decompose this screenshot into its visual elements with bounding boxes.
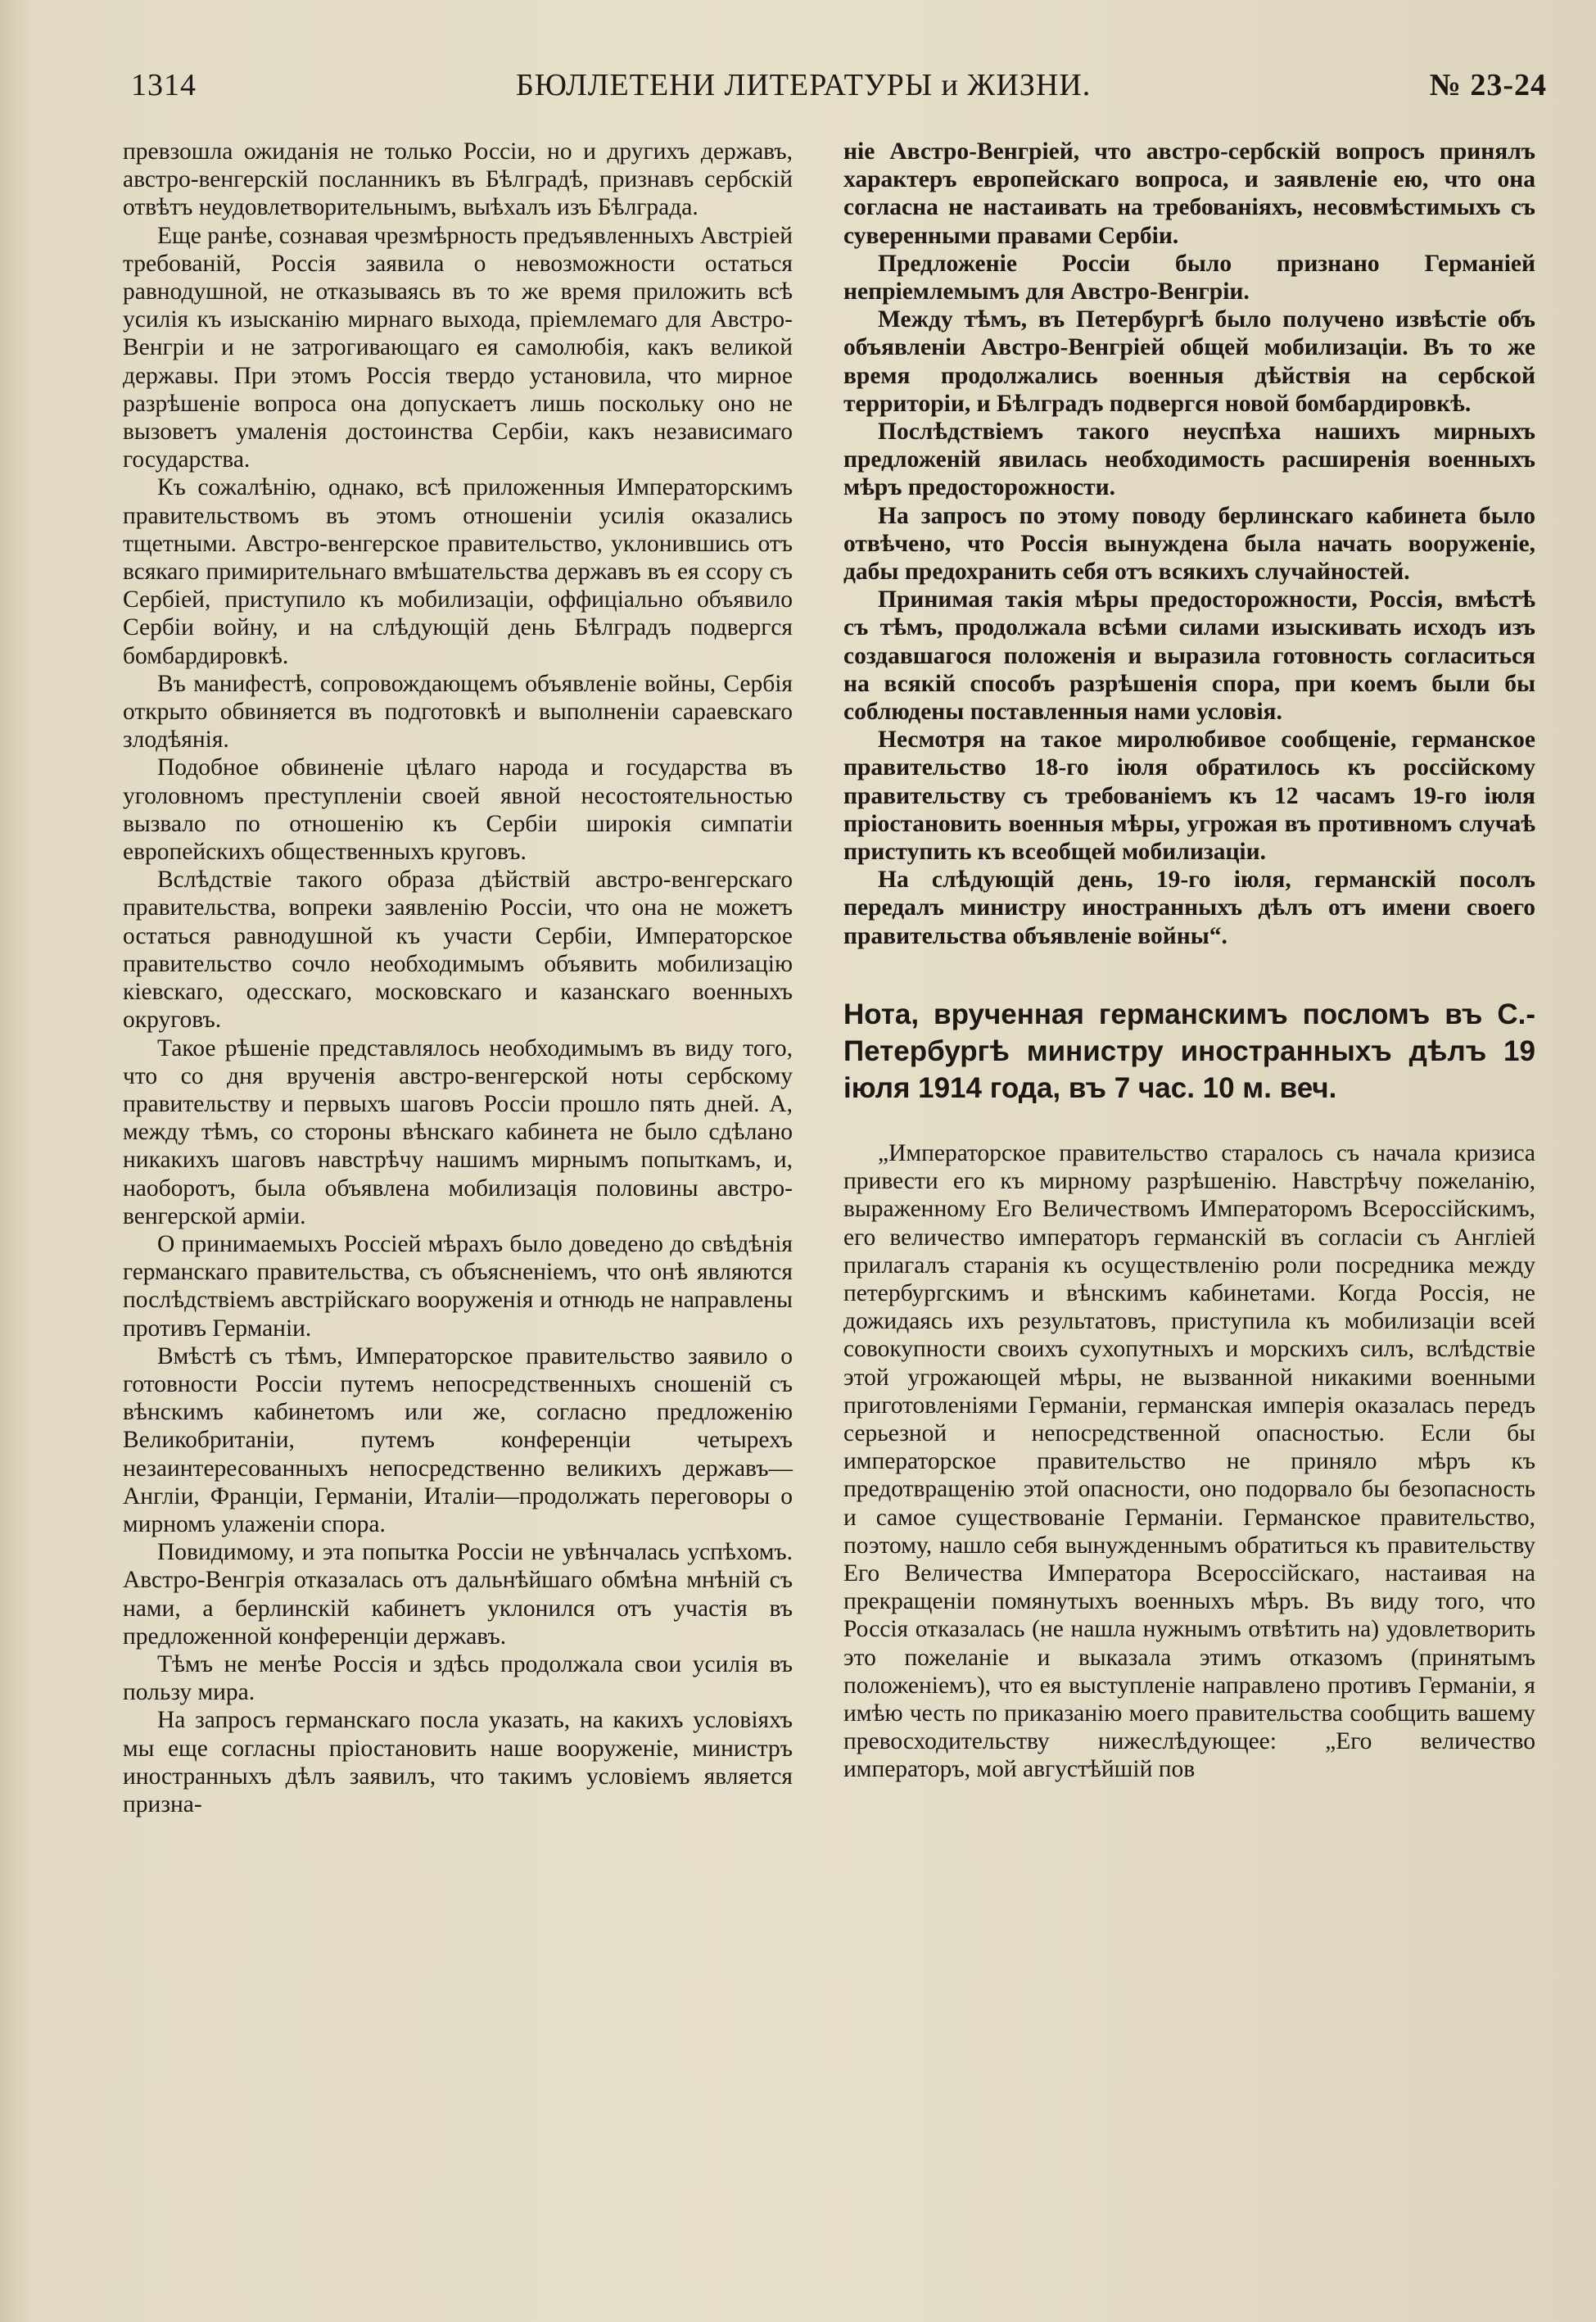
paragraph: Между тѣмъ, въ Петербургѣ было получено извѣстіе объ объявленіи Австро-Венгріей общей мобилизаціи. Въ то же время продолжались военныя дѣйствія на сербской территоріи, и Бѣлградъ подвергся новой бомбардировкѣ. [843, 306, 1535, 417]
issue-number: № 23-24 [1429, 68, 1547, 102]
paragraph: Къ сожалѣнію, однако, всѣ приложенныя Императорскимъ правительствомъ въ этомъ отношеніи усилія оказались тщетными. Австро-венгерское правительство, уклонившись отъ всякаго примирительнаго вмѣшательства державъ въ ея ссору съ Сербіей, приступило къ мобилизаціи, оффиціально объявило Сербіи войну, и на слѣдующій день Бѣлградъ подвергся бомбардировкѣ. [123, 474, 793, 669]
paragraph: Предложеніе Россіи было признано Германіей непріемлемымъ для Австро-Венгріи. [843, 250, 1535, 306]
paragraph: Послѣдствіемъ такого неуспѣха нашихъ мирныхъ предложеній явилась необходимость расширенія военныхъ мѣръ предосторожности. [843, 419, 1535, 501]
paragraph: Такое рѣшеніе представлялось необходимымъ въ виду того, что со дня врученія австро-венгерской ноты сербскому правительству и первыхъ шаговъ Россіи прошло пять дней. А, между тѣмъ, со стороны вѣнскаго кабинета не было сдѣлано никакихъ шаговъ навстрѣчу нашимъ мирнымъ попыткамъ, и, наоборотъ, была объявлена мобилизація половины австро-венгерской арміи. [123, 1034, 793, 1229]
paragraph: На запросъ по этому поводу берлинскаго кабинета было отвѣчено, что Россія вынуждена была начать вооруженіе, дабы предохранить себя отъ всякихъ случайностей. [843, 502, 1535, 586]
paragraph: Вслѣдствіе такого образа дѣйствій австро-венгерскаго правительства, вопреки заявленію Россіи, что она не можетъ остаться равнодушной къ участи Сербіи, Императорское правительство сочло необходимымъ объявить мобилизацію кіевскаго, одесскаго, московскаго и казанскаго военныхъ округовъ. [123, 867, 793, 1034]
right-column [843, 138, 1535, 1784]
paragraph: Вмѣстѣ съ тѣмъ, Императорское правительство заявило о готовности Россіи путемъ непосредственныхъ сношеній съ вѣнскимъ кабинетомъ или же, согласно предложенію Великобританіи, путемъ конференціи четырехъ незаинтересованныхъ непосредственно великихъ державъ—Англіи, Франціи, Германіи, Италіи—продолжать переговоры о мирномъ улаженіи спора. [123, 1342, 793, 1537]
paragraph: Подобное обвиненіе цѣлаго народа и государства въ уголовномъ преступленіи своей явной несостоятельностью вызвало по отношенію къ Сербіи широкія симпатіи европейскихъ общественныхъ круговъ. [123, 754, 793, 866]
left-column [123, 138, 793, 1818]
paragraph: Принимая такія мѣры предосторожности, Россія, вмѣстѣ съ тѣмъ, продолжала всѣми силами изыскивать исходъ изъ создавшагося положенія и выразила готовность согласиться на всякій способъ разрѣшенія спора, при коемъ были бы соблюдены поставленныя нами условія. [843, 586, 1535, 726]
paragraph: О принимаемыхъ Россіей мѣрахъ было доведено до свѣдѣнія германскаго правительства, съ объясненіемъ, что онѣ являются послѣдствіемъ австрійскаго вооруженія и отнюдь не направлены противъ Германіи. [123, 1230, 793, 1342]
paragraph: „Императорское правительство старалось съ начала кризиса привести его къ мирному разрѣшенію. Навстрѣчу пожеланію, выраженному Его Величествомъ Императоромъ Всероссійскимъ, его величество императоръ германскій въ согласіи съ Англіей прилагалъ старанія къ осуществленію роли посредника между петербургскимъ и вѣнскимъ кабинетами. Когда Россія, не дожидаясь ихъ результатовъ, приступила къ мобилизаціи всей совокупности своихъ сухопутныхъ и морскихъ силъ, вслѣдствіе этой угрожающей мѣры, не вызванной никакими военными приготовленіями Германіи, германская имперія оказалась передъ серьезной и непосредственной опасностью. Если бы императорское правительство не приняло мѣръ къ предотвращенію этой опасности, оно подорвало бы безопасность и самое существованіе Германіи. Германское правительство, поэтому, нашло себя вынужденнымъ обратиться къ правительству Его Величества Императора Всероссійскаго, настаивая на прекращеніи помянутыхъ военныхъ мѣръ. Въ виду того, что Россія отказалась (не нашла нужнымъ отвѣтить на) удовлетворить это пожеланіе и выказала этимъ отказомъ (принятымъ положеніемъ), что ея выступленіе направлено противъ Германіи, я имѣю честь по приказанію моего правительства сообщить вашему превосходительству нижеслѣдующее: „Его величество императоръ, мой августѣйшій пов [843, 1139, 1535, 1783]
paragraph: Еще ранѣе, сознавая чрезмѣрность предъявленныхъ Австріей требованій, Россія заявила о невозможности остаться равнодушной, не отказываясь въ то же время приложить всѣ усилія къ изысканію мирнаго выхода, пріемлемаго для Австро-Венгріи и не затрогивающаго ея самолюбія, какъ великой державы. При этомъ Россія твердо установила, что мирное разрѣшеніе вопроса она допускаетъ лишь поскольку оно не вызоветъ умаленія достоинства Сербіи, какъ независимаго государства. [123, 222, 793, 473]
paragraph: На слѣдующій день, 19-го іюля, германскій посолъ передалъ министру иностранныхъ дѣлъ отъ имени своего правительства объявленіе войны“. [843, 867, 1535, 949]
paragraph: Въ манифестѣ, сопровождающемъ объявленіе войны, Сербія открыто обвиняется въ подготовкѣ и выполненіи сараевскаго злодѣянія. [123, 670, 793, 754]
publication-title: БЮЛЛЕТЕНИ ЛИТЕРАТУРЫ и ЖИЗНИ. [516, 68, 1092, 102]
section-heading: Нота, врученная германскимъ посломъ въ С.-Петербургѣ министру иностранныхъ дѣлъ 19 іюля 1914 года, въ 7 час. 10 м. веч. [843, 998, 1535, 1104]
paragraph: Несмотря на такое миролюбивое сообщеніе, германское правительство 18-го іюля обратилось къ россійскому правительству съ требованіемъ къ 12 часамъ 19-го іюля пріостановить военныя мѣры, угрожая въ противномъ случаѣ приступить къ всеобщей мобилизаціи. [843, 726, 1535, 866]
page-header [131, 51, 1547, 100]
paragraph: Тѣмъ не менѣе Россія и здѣсь продолжала свои усилія въ пользу мира. [123, 1650, 793, 1706]
paragraph: ніе Австро-Венгріей, что австро-сербскій вопросъ принялъ характеръ европейскаго вопроса, и заявленіе ею, что она согласна не настаивать на требованіяхъ, несовмѣстимыхъ съ суверенными правами Сербіи. [843, 138, 1535, 249]
paragraph: На запросъ германскаго посла указать, на какихъ условіяхъ мы еще согласны пріостановить наше вооруженіе, министръ иностранныхъ дѣлъ заявилъ, что такимъ условіемъ является призна- [123, 1707, 793, 1817]
paragraph: Повидимому, и эта попытка Россіи не увѣнчалась успѣхомъ. Австро-Венгрія отказалась отъ дальнѣйшаго обмѣна мнѣній съ нами, а берлинскій кабинетъ уклонился отъ участія въ предложенной конференціи державъ. [123, 1539, 793, 1650]
paragraph: превзошла ожиданія не только Россіи, но и другихъ державъ, австро-венгерскій посланникъ въ Бѣлградѣ, признавъ сербскій отвѣтъ неудовлетворительнымъ, выѣхалъ изъ Бѣлграда. [123, 138, 793, 221]
page-number: 1314 [131, 68, 197, 102]
